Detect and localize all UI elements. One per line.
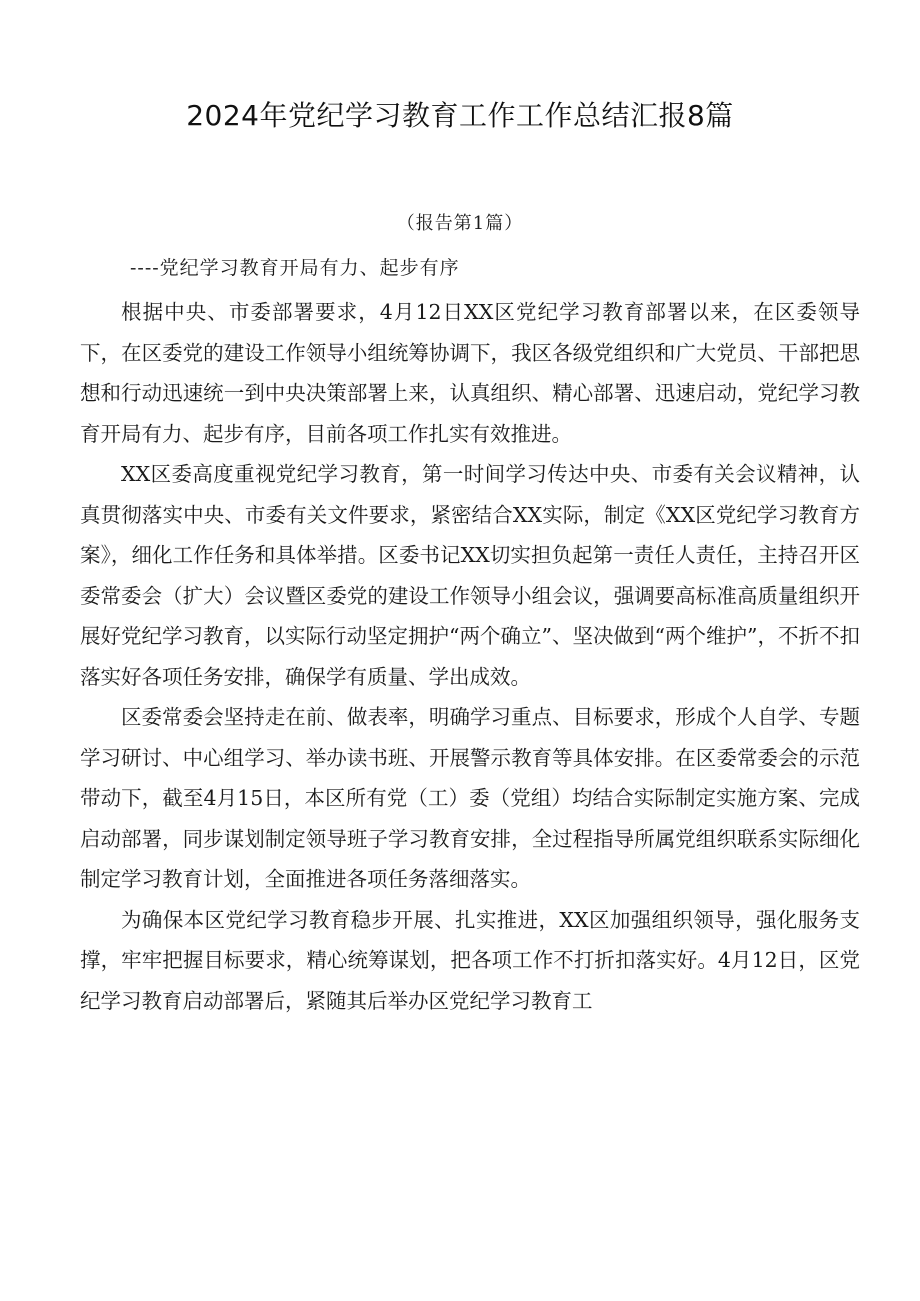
document-title: 2024年党纪学习教育工作工作总结汇报8篇 (186, 99, 734, 132)
paragraph: 为确保本区党纪学习教育稳步开展、扎实推进，XX区加强组织领导，强化服务支撑，牢牢把握目标要求，精心统筹谋划，把各项工作不打折扣落实好。4月12日，区党纪学习教育启动部署后，紧随其后举办区党纪学习教育工 (80, 907, 860, 1013)
paragraph: 区委常委会坚持走在前、做表率，明确学习重点、目标要求，形成个人自学、专题学习研讨、中心组学习、举办读书班、开展警示教育等具体安排。在区委常委会的示范带动下，截至4月15日，本区所有党（工）委（党组）均结合实际制定实施方案、完成启动部署，同步谋划制定领导班子学习教育安排，全过程指导所属党组织联系实际细化制定学习教育计划，全面推进各项任务落细落实。 (80, 705, 860, 891)
body-text (80, 292, 860, 1021)
paragraph: XX区委高度重视党纪学习教育，第一时间学习传达中央、市委有关会议精神，认真贯彻落实中央、市委有关文件要求，紧密结合XX实际，制定《XX区党纪学习教育方案》，细化工作任务和具体举措。区委书记XX切实担负起第一责任人责任，主持召开区委常委会（扩大）会议暨区委党的建设工作领导小组会议，强调要高标准高质量组织开展好党纪学习教育，以实际行动坚定拥护“两个确立”、坚决做到“两个维护”，不折不扣落实好各项任务安排，确保学有质量、学出成效。 (80, 462, 860, 689)
paragraph: 根据中央、市委部署要求，4月12日XX区党纪学习教育部署以来，在区委领导下，在区委党的建设工作领导小组统筹协调下，我区各级党组织和广大党员、干部把思想和行动迅速统一到中央决策部署上来，认真组织、精心部署、迅速启动，党纪学习教育开局有力、起步有序，目前各项工作扎实有效推进。 (80, 300, 860, 446)
section-label: （报告第1篇） (396, 213, 524, 234)
document-subtitle: ----党纪学习教育开局有力、起步有序 (130, 257, 460, 279)
